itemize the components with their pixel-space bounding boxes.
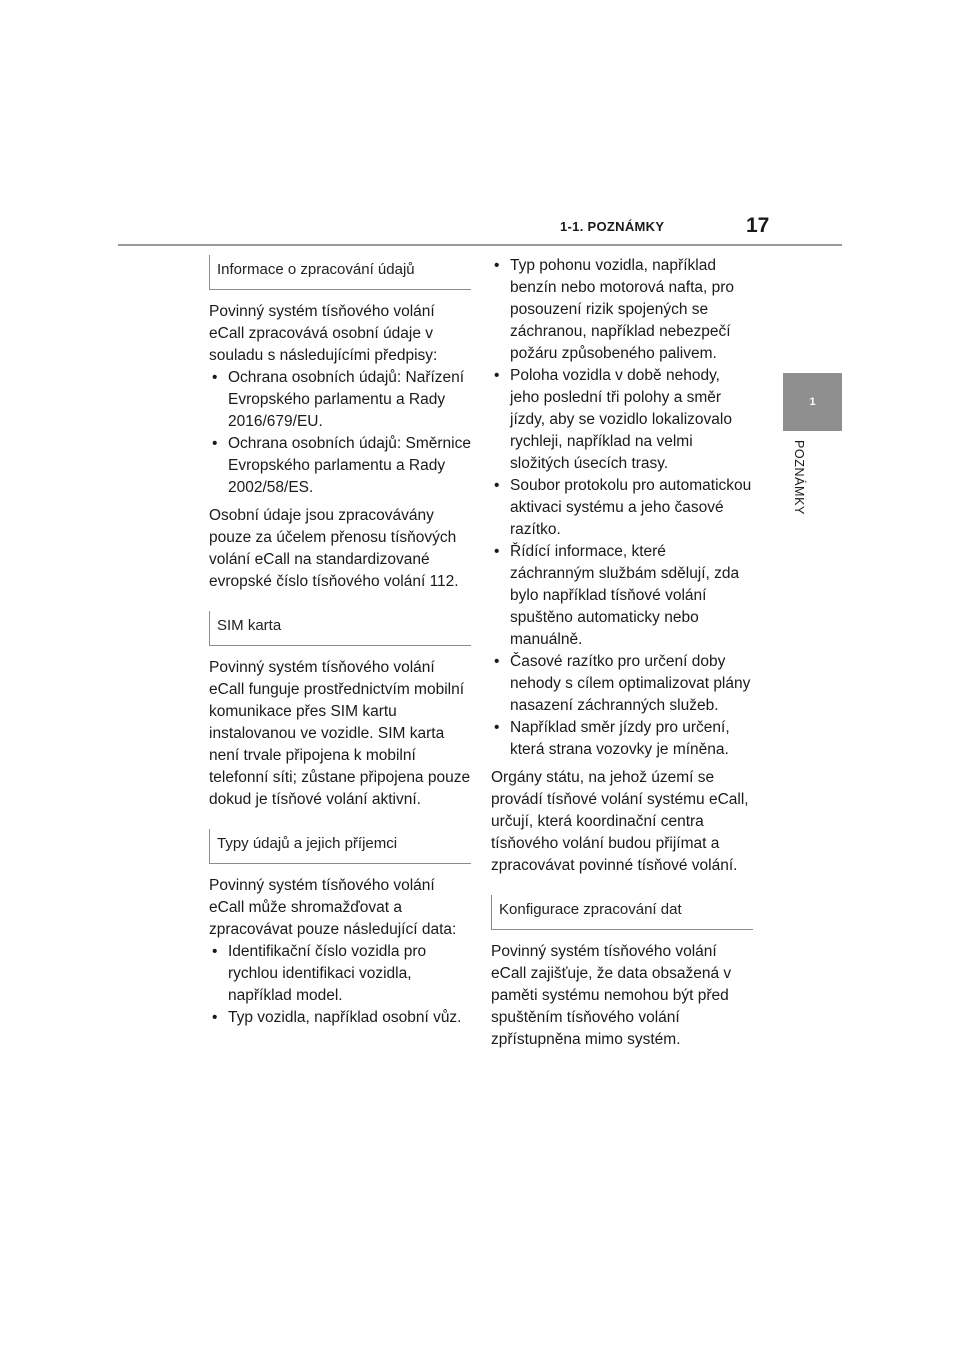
list-item: • Časové razítko pro určení doby nehody s cílem optimalizovat plány nasazení záchranných služeb. (491, 651, 753, 717)
list-item: • Řídící informace, které záchranným službám sdělují, zda bylo například tísňové volání spuštěno automaticky nebo manuálně. (491, 541, 753, 651)
paragraph: Povinný systém tísňového volání eCall může shromažďovat a zpracovávat pouze následující data: (209, 877, 457, 938)
list-item: • Identifikační číslo vozidla pro rychlou identifikaci vozidla, například model. (209, 941, 471, 1007)
list-item: • Například směr jízdy pro určení, která strana vozovky je míněna. (491, 717, 753, 761)
page-number: 17 (746, 214, 770, 237)
heading-data-processing: Informace o zpracování údajů (209, 255, 471, 290)
bullet-list (209, 941, 471, 1029)
chapter-side-label (770, 440, 820, 540)
paragraph: Povinný systém tísňového volání eCall zajišťuje, že data obsažená v paměti systému nemohou být před spuštěním tísňového volání zpřístupněna mimo systém. (491, 943, 732, 1048)
paragraph: Osobní údaje jsou zpracovávány pouze za účelem přenosu tísňových volání eCall na standardizované evropské číslo tísňového volání 112. (209, 507, 459, 590)
list-item: • Ochrana osobních údajů: Směrnice Evropského parlamentu a Rady 2002/58/ES. (209, 433, 471, 499)
list-item: • Poloha vozidla v době nehody, jeho poslední tři polohy a směr jízdy, aby se vozidlo lokalizovalo rychleji, například na velmi složitých úsecích trasy. (491, 365, 753, 475)
paragraph: Orgány státu, na jehož území se provádí tísňové volání systému eCall, určují, která koordinační centra tísňového volání budou přijímat a zpracovávat povinné tísňové volání. (491, 769, 749, 874)
list-item: • Typ pohonu vozidla, například benzín nebo motorová nafta, pro posouzení rizik spojených se záchranou, například nebezpečí požáru způsobeného palivem. (491, 255, 753, 365)
chapter-number: 1 (809, 396, 816, 408)
chapter-label: POZNÁMKY (792, 440, 806, 515)
heading-data-types: Typy údajů a jejich příjemci (209, 829, 471, 864)
paragraph: Povinný systém tísňového volání eCall zpracovává osobní údaje v souladu s následujícími předpisy: (209, 303, 438, 364)
left-column (209, 255, 471, 1029)
heading-sim-card: SIM karta (209, 611, 471, 646)
list-item: • Typ vozidla, například osobní vůz. (209, 1007, 471, 1029)
header-divider (118, 244, 842, 246)
paragraph: Povinný systém tísňového volání eCall funguje prostřednictvím mobilní komunikace přes SIM kartu instalovanou ve vozidle. SIM karta není trvale připojena k mobilní telefonní síti; zůstane připojena pouze dokud je tísňové volání aktivní. (209, 659, 471, 808)
chapter-tab (783, 373, 842, 431)
bullet-list (209, 367, 471, 499)
bullet-list (491, 255, 753, 761)
list-item: • Ochrana osobních údajů: Nařízení Evropského parlamentu a Rady 2016/679/EU. (209, 367, 471, 433)
list-item: • Soubor protokolu pro automatickou aktivaci systému a jeho časové razítko. (491, 475, 753, 541)
section-title: 1-1. POZNÁMKY (560, 219, 665, 234)
heading-data-config: Konfigurace zpracování dat (491, 895, 753, 930)
right-column (491, 255, 753, 1051)
